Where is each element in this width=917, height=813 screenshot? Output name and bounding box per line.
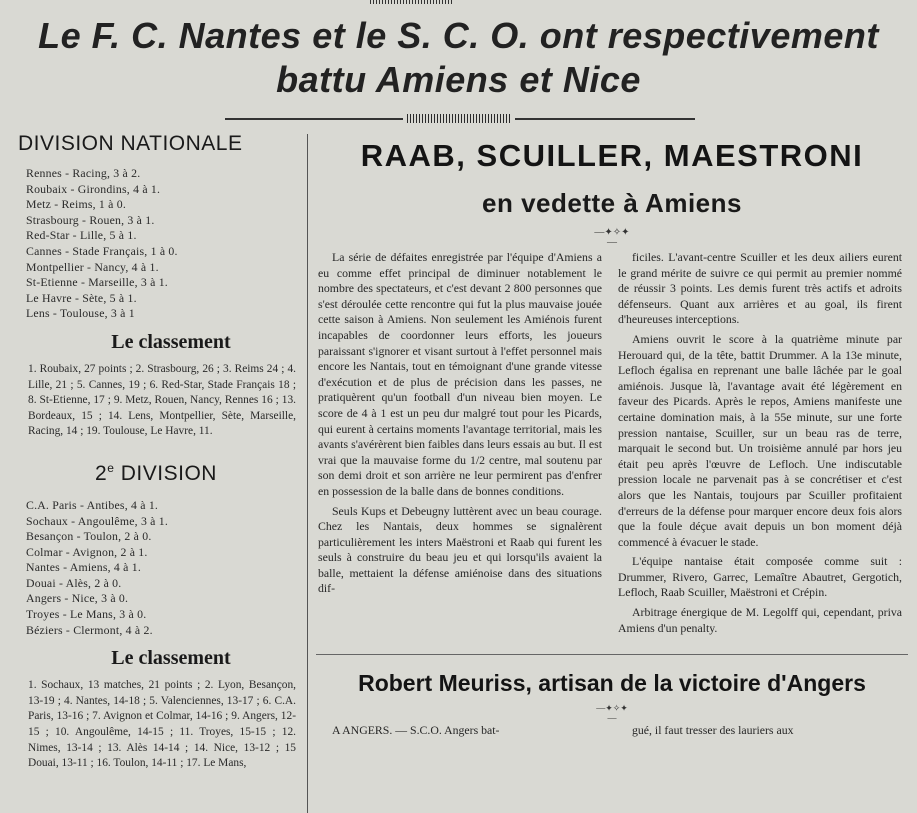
rule-left: [225, 118, 403, 120]
article-paragraph: Arbitrage énergique de M. Legolff qui, cependant, priva Amiens d'un penalty.: [618, 605, 902, 635]
result-line: C.A. Paris - Antibes, 4 à 1.: [26, 497, 159, 512]
results-column: [8, 128, 304, 813]
result-line: Roubaix - Girondins, 4 à 1.: [26, 181, 161, 196]
article2-line-left: A ANGERS. — S.C.O. Angers bat-: [332, 723, 500, 738]
article-paragraph: L'équipe nantaise était composée comme suit : Drummer, Rivero, Garrec, Lemaître Abautret, Gergotich, Lefloch, Raab Scuiller, Maëstroni et Crépin.: [618, 554, 902, 600]
page-headline: [10, 14, 907, 102]
column-divider: [307, 134, 308, 813]
article2-line-right: gué, il faut tresser des lauriers aux: [632, 723, 794, 738]
article-body: [318, 250, 906, 636]
article-paragraph: La série de défaites enregistrée par l'équipe d'Amiens a eu comme effet principal de diminuer notablement le nombre des spectateurs, et c'est devant 2 800 personnes que s'est déroulée cette rencontre qui fut la plus mauvaise jouée cette saison à Amiens. Non seulement les Amiénois furent incapables de coordonner leurs efforts, les joueurs paraissant s'ignorer et visant surtout à l'effet personnel mais encore les Nantais, tout en témoignant d'une grande vitesse d'exécution et de plus de précision dans les passes, ne pratiquèrent qu'un football d'un niveau bien moyen. Le score de 4 à 1 est un peu dur malgré tout pour les Picards, qui eurent à certains moments l'avantage territorial, mais les avants s'avérèrent bien faibles dans leurs essais au but. Il est vrai que la mauvaise forme du 1/2 centre, mal soutenu par son demi droit et son arrière ne leur permirent pas d'enfrer en possession de la balle dans de bonnes conditions.: [318, 250, 602, 498]
rule-right: [515, 118, 695, 120]
dn-standings: 1. Roubaix, 27 points ; 2. Strasbourg, 26 ; 3. Reims 24 ; 4. Lille, 21 ; 5. Cannes, 19 ; 6. Red-Star, Stade Français 18 ; 8. St-Etienne, 17 ; 9. Metz, Rouen, Nancy, Rennes 16 ; 13. Bordeaux, 15 ; 14. Lens, Montpellier, Sète, Marseille, Racing, 14 ; 19. Toulouse, Le Havre, 11.: [28, 362, 296, 438]
article-col-1: [318, 250, 602, 636]
article-title: RAAB, SCUILLER, MAESTRONI: [360, 138, 864, 173]
headline-line-2: battu Amiens et Nice: [276, 59, 641, 100]
article-subtitle: en vedette à Amiens: [482, 188, 742, 218]
d2-word: DIVISION: [120, 461, 217, 485]
result-line: Nantes - Amiens, 4 à 1.: [26, 560, 142, 575]
deuxieme-division-heading: [8, 456, 304, 486]
result-line: Strasbourg - Rouen, 3 à 1.: [26, 212, 155, 227]
result-line: Cannes - Stade Français, 1 à 0.: [26, 243, 178, 258]
result-line: Lens - Toulouse, 3 à 1: [26, 306, 135, 321]
top-ornament: [370, 0, 454, 4]
result-line: Montpellier - Nancy, 4 à 1.: [26, 259, 159, 274]
result-line: Béziers - Clermont, 4 à 2.: [26, 622, 153, 637]
division-nationale-results: [8, 166, 304, 322]
division-nationale-heading: DIVISION NATIONALE: [18, 132, 243, 155]
result-line: Colmar - Avignon, 2 à 1.: [26, 544, 148, 559]
article-separator: [316, 654, 908, 655]
result-line: Sochaux - Angoulême, 3 à 1.: [26, 513, 169, 528]
headline-rule: [225, 114, 695, 124]
ornament-icon-2: —✦✧✦—: [596, 703, 628, 724]
result-line: Besançon - Toulon, 2 à 0.: [26, 529, 152, 544]
rule-ornament: [407, 114, 511, 123]
deuxieme-division-results: [8, 498, 304, 638]
dn-classement-heading: Le classement: [111, 330, 231, 353]
d2-num: 2: [95, 461, 108, 485]
result-line: Le Havre - Sète, 5 à 1.: [26, 290, 137, 305]
result-line: St-Etienne - Marseille, 3 à 1.: [26, 275, 168, 290]
result-line: Red-Star - Lille, 5 à 1.: [26, 228, 137, 243]
article-col-2: [618, 250, 902, 636]
result-line: Douai - Alès, 2 à 0.: [26, 575, 122, 590]
article-paragraph: ficiles. L'avant-centre Scuiller et les deux ailiers eurent le grand mérite de suivre ce qui permit au premier nommé de réussir 3 points. Les demis furent très actifs et adroits défenseurs. Quant aux arrières et au goal, ils firent d'heureuses interceptions.: [618, 250, 902, 327]
articles-column: [312, 128, 912, 813]
d2-classement-heading: Le classement: [111, 647, 231, 670]
article-paragraph: Seuls Kups et Debeugny luttèrent avec un beau courage. Chez les Nantais, deux hommes se signalèrent particulièrement les inters Maëstroni et Raab qui furent les seuls à construire du beau jeu et qui lorsqu'ils avaient la balle, mettaient la défense amiénoise dans des situations dif-: [318, 503, 602, 596]
result-line: Troyes - Le Mans, 3 à 0.: [26, 607, 147, 622]
article2-title: Robert Meuriss, artisan de la victoire d'Angers: [358, 670, 866, 697]
headline-line-1: Le F. C. Nantes et le S. C. O. ont respectivement: [38, 15, 879, 56]
d2-sup: e: [107, 460, 115, 475]
article-paragraph: Amiens ouvrit le score à la quatrième minute par Herouard qui, de la tête, battit Drummer. A la 13e minute, Lefloch égalisa en reprenant une balle lâchée par le goal amiénois. Jusque là, l'avantage avait été légèrement en faveur des Picards. Après le repos, Amiens manifeste une certaine domination mais, à la 55e minute, sur une forte pression nantaise, Scuiller, sur un beau ras de terre, marquait le second but. Un troisième annulé par hors jeu était peu après l'œuvre de Lefloch. Une indiscutable pression locale ne parvenait pas à se concrétiser et c'est alors que les Nantais, toujours par Scuiller profitaient d'erreurs de la défense pour marquer encore deux fois alors que la foule déçue avait depuis un bon moment déjà commencé à évacuer le stade.: [618, 331, 902, 549]
result-line: Rennes - Racing, 3 à 2.: [26, 166, 141, 180]
result-line: Metz - Reims, 1 à 0.: [26, 197, 126, 212]
ornament-icon: —✦✧✦—: [594, 227, 630, 248]
result-line: Angers - Nice, 3 à 0.: [26, 591, 129, 606]
article2-body: [318, 723, 906, 739]
d2-standings: 1. Sochaux, 13 matches, 21 points ; 2. Lyon, Besançon, 13-19 ; 4. Nantes, 14-18 ; 5. Valenciennes, 13-17 ; 6. C.A. Paris, 13-16 ; 7. Avignon et Colmar, 14-16 ; 9. Angers, 12-15 ; 10. Angoulême, 14-15 ; 11. Troyes, 15-15 ; 12. Nimes, 13-14 ; 13. Alès 14-14 ; 14. Nice, 13-12 ; 15 Douai, 13-11 ; 16. Toulon, 14-11 ; 17. Le Mans,: [28, 679, 296, 770]
